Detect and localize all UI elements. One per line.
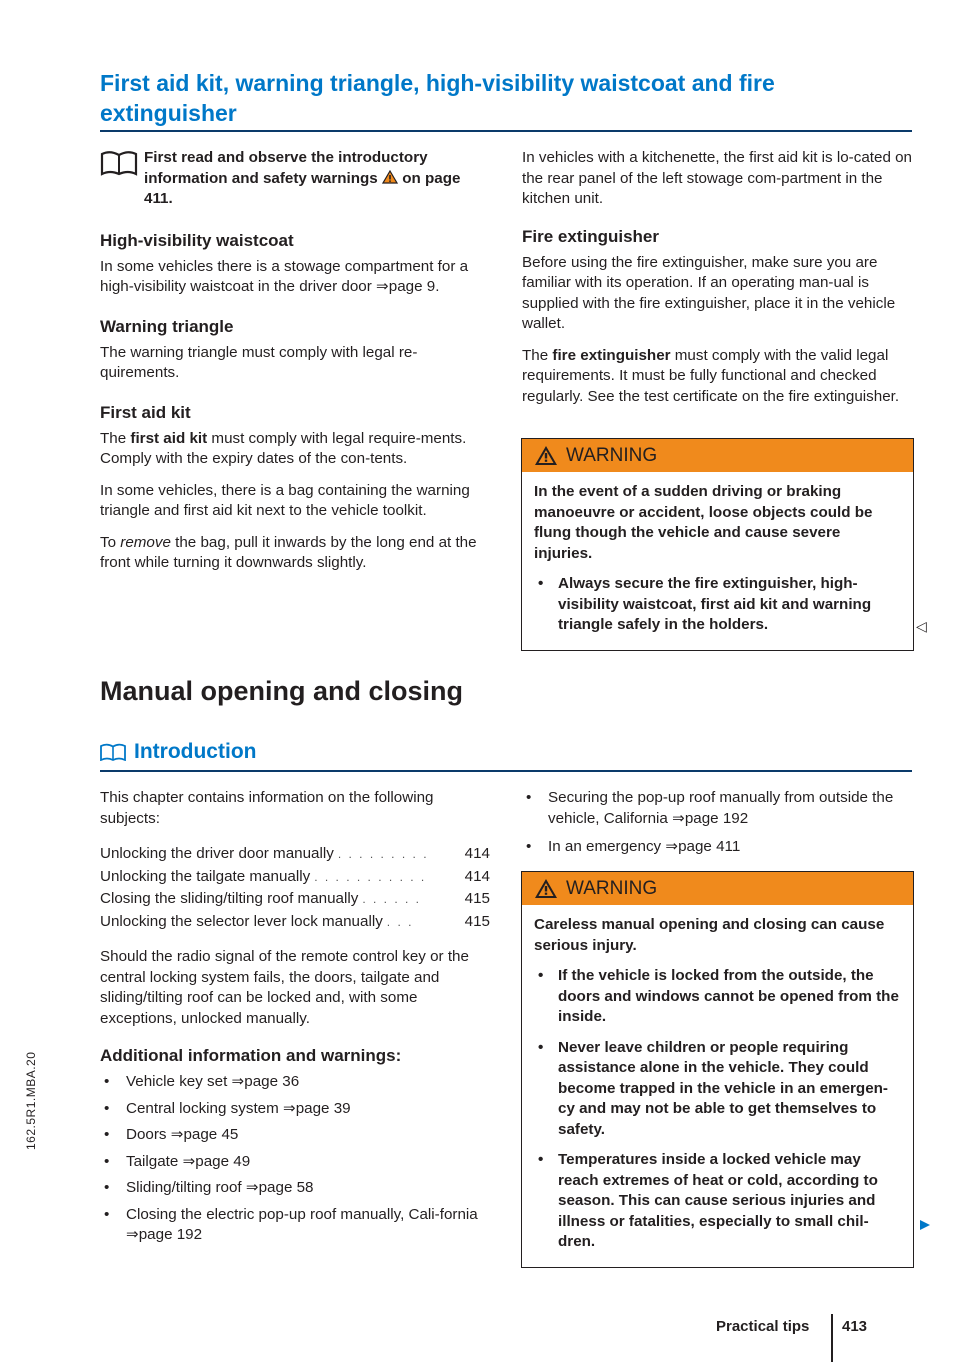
kitchenette-text: In vehicles with a kitchenette, the first aid kit is lo-cated on the rear panel of the left stowage com-partment in the kitchen unit. (522, 149, 913, 207)
first-aid-heading: First aid kit (100, 402, 191, 422)
toc-row[interactable]: Unlocking the tailgate manually . . . . . . . . . . . 414 (100, 867, 490, 885)
right-column-top (522, 148, 912, 418)
radio-signal-text: Should the radio signal of the remote control key or the central locking system fails, the doors, tailgate and sliding/tilting roof can be locked and, with some exceptions, unlocked manually. (100, 948, 469, 1027)
warning-item: • Never leave children or people requiring assistance alone in the vehicle. They could become trapped in the vehicle in an emergen-cy and may not be able to get themselves to safety. (534, 1038, 901, 1141)
list-item[interactable]: • Doors ⇒page 45 (100, 1125, 490, 1146)
right-column-bottom (522, 788, 914, 869)
list-item[interactable]: • Central locking system ⇒page 39 (100, 1099, 490, 1120)
first-aid-para-1: The first aid kit must comply with legal require-ments. Comply with the expiry dates of the con-tents. (100, 429, 467, 467)
chapter-title: Manual opening and closing (100, 676, 464, 706)
list-item[interactable]: • Closing the electric pop-up roof manually, Cali-fornia ⇒page 192 (100, 1205, 490, 1246)
warning-item: • Always secure the fire extinguisher, high-visibility waistcoat, first aid kit and warning triangle safely in the holders. (534, 574, 901, 636)
safety-note (100, 148, 490, 210)
toc-row[interactable]: Closing the sliding/tilting roof manually . . . . . . 415 (100, 890, 490, 907)
warning-list-2 (534, 966, 901, 1253)
warning-list-1 (534, 574, 901, 636)
intro-text: This chapter contains information on the following subjects: (100, 789, 434, 827)
warning-body-2 (522, 905, 913, 1267)
safety-note-text: First read and observe the introductory information and safety warnings (144, 149, 428, 187)
additional-heading: Additional information and warnings: (100, 1046, 402, 1065)
triangle-text: The warning triangle must comply with legal re-quirements. (100, 343, 418, 381)
toc-row[interactable]: Unlocking the selector lever lock manually . . . 415 (100, 912, 490, 930)
introduction-label: Introduction (134, 740, 257, 763)
warning-body-1 (522, 472, 913, 650)
list-item[interactable]: • In an emergency ⇒page 411 (522, 837, 914, 858)
list-item[interactable]: • Securing the pop-up roof manually from outside the vehicle, California ⇒page 192 (522, 788, 914, 829)
book-icon (100, 743, 126, 761)
triangle-heading: Warning triangle (100, 316, 234, 336)
extinguisher-para-1: Before using the fire extinguisher, make sure you are familiar with its operation. If an operating man-ual is supplied with the fire extinguisher, place it in the vehicle wallet. (522, 253, 896, 332)
warning-header-1 (522, 439, 913, 472)
waistcoat-text: In some vehicles there is a stowage compartment for a high-visibility waistcoat in the driver door ⇒page 9. (100, 257, 469, 295)
introduction-rule (100, 770, 912, 772)
extinguisher-para-2: The fire extinguisher must comply with the valid legal requirements. It must be fully functional and checked regularly. See the test certificate on the fire extinguisher. (522, 346, 900, 405)
first-aid-para-2: In some vehicles, there is a bag containing the warning triangle and first aid kit next to the vehicle toolkit. (100, 481, 470, 519)
warning-label-1: WARNING (566, 444, 658, 466)
toc-row[interactable]: Unlocking the driver door manually . . . . . . . . . 414 (100, 845, 490, 862)
additional-list (100, 1072, 490, 1246)
extinguisher-heading: Fire extinguisher (522, 226, 659, 246)
safety-note-page: on page 411. (144, 169, 461, 207)
warning-header-2 (522, 872, 913, 905)
footer-divider (831, 1314, 833, 1362)
left-column-bottom (100, 788, 490, 1252)
list-item[interactable]: • Vehicle key set ⇒page 36 (100, 1072, 490, 1093)
warning-intro-1: In the event of a sudden driving or braking manoeuvre or accident, loose objects could be flung though the vehicle and cause severe injuries. (534, 483, 873, 562)
document-code: 162.5R1.MBA.20 (24, 1051, 38, 1150)
additional-list-continued (522, 788, 914, 858)
warning-box-2 (521, 871, 914, 1268)
footer-section: Practical tips (716, 1318, 810, 1335)
first-aid-para-3: To remove the bag, pull it inwards by the long end at the front while turning it downwards slightly. (100, 533, 477, 571)
warning-item: • Temperatures inside a locked vehicle may reach extremes of heat or cold, according to season. This can cause serious injuries and illness or fatalities, especially to small chil-dren. (534, 1150, 901, 1253)
continue-arrow-icon (918, 1218, 932, 1232)
section-title: First aid kit, warning triangle, high-visibility waistcoat and fire extinguisher (100, 70, 775, 126)
warning-triangle-icon (534, 445, 558, 466)
warning-triangle-icon (534, 878, 558, 899)
waistcoat-heading: High-visibility waistcoat (100, 230, 294, 250)
book-icon (100, 150, 138, 176)
end-mark: ◁ (916, 618, 927, 634)
toc-list (100, 843, 490, 933)
warning-item: • If the vehicle is locked from the outside, the doors and windows cannot be opened from the inside. (534, 966, 901, 1028)
warning-box-1 (521, 438, 914, 651)
section-rule (100, 130, 912, 132)
introduction-heading (100, 740, 256, 764)
warning-label-2: WARNING (566, 877, 658, 899)
page-number: 413 (842, 1318, 868, 1335)
warning-intro-2: Careless manual opening and closing can cause serious injury. (534, 916, 885, 954)
list-item[interactable]: • Tailgate ⇒page 49 (100, 1152, 490, 1173)
left-column-top (100, 148, 490, 585)
warning-triangle-icon (382, 170, 398, 184)
list-item[interactable]: • Sliding/tilting roof ⇒page 58 (100, 1178, 490, 1199)
